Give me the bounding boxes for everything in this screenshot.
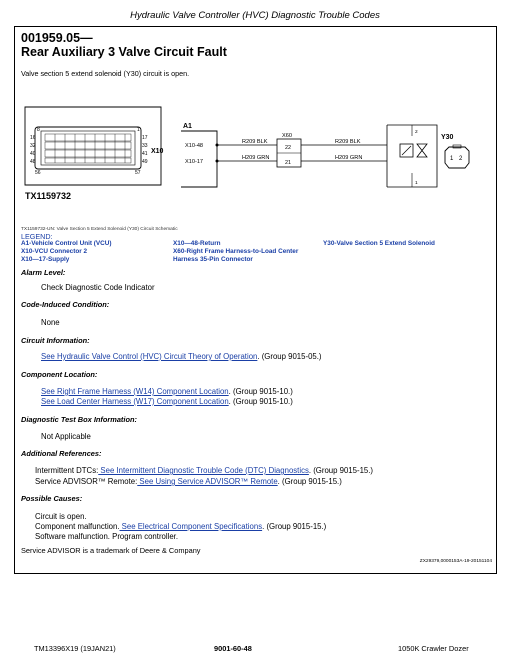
x10-connector-label: X10 <box>151 148 164 155</box>
additional-ref-line-2: Service ADVISOR™ Remote: See Using Service ADVISOR™ Remote. (Group 9015-15.) <box>35 477 342 486</box>
alarm-level-heading: Alarm Level: <box>21 268 66 277</box>
page-header: Hydraulic Valve Controller (HVC) Diagnostic Trouble Codes <box>130 10 380 21</box>
code-induced-text: None <box>41 318 60 327</box>
circuit-schematic <box>17 101 477 229</box>
x10-pin-label-17: 17 <box>142 135 148 141</box>
component-location-line-1: See Right Frame Harness (W14) Component Location. (Group 9015-10.) <box>41 387 293 396</box>
legend-item-x10-17: X10—17-Supply <box>21 256 70 263</box>
service-advisor-remote-link[interactable]: See Using Service ADVISOR™ Remote <box>137 477 278 486</box>
y30-label: Y30 <box>441 134 454 141</box>
test-box-heading: Diagnostic Test Box Information: <box>21 415 137 424</box>
x10-pin-label-32: 32 <box>30 143 36 149</box>
dtc-code: 001959.05— <box>21 31 93 45</box>
legend-item-x60: X60-Right Frame Harness-to-Load Center <box>173 248 299 255</box>
footer-page-number: 9001-60-48 <box>214 644 252 653</box>
additional-references-heading: Additional References: <box>21 449 102 458</box>
legend-item-a1: A1-Vehicle Control Unit (VCU) <box>21 240 112 247</box>
y30-valve-icon <box>417 144 427 157</box>
x10-pin-grid <box>45 134 131 163</box>
wire-r209-label-left: R209 BLK <box>242 139 268 145</box>
trademark-note: Service ADVISOR is a trademark of Deere & Company <box>21 546 201 555</box>
legend-heading: LEGEND: <box>21 232 53 241</box>
reference-code: ZX29379,0000153A-19-20151104 <box>419 559 492 564</box>
footer-manual-id: TM13396X19 (19JAN21) <box>34 644 116 653</box>
x60-label: X60 <box>282 133 292 139</box>
cause-line-3: Software malfunction. Program controller. <box>35 532 179 541</box>
alarm-level-text: Check Diagnostic Code Indicator <box>41 283 155 292</box>
component-location-heading: Component Location: <box>21 370 98 379</box>
x10-pin-label-57: 57 <box>135 170 141 176</box>
legend-item-y30: Y30-Valve Section 5 Extend Solenoid <box>323 240 435 247</box>
possible-causes-heading: Possible Causes: <box>21 494 83 503</box>
legend-item-x60-cont: Harness 35-Pin Connector <box>173 256 253 263</box>
dtc-intro: Valve section 5 extend solenoid (Y30) circuit is open. <box>21 69 190 78</box>
x60-pin-22: 22 <box>285 145 291 151</box>
y30-connector-pin-1: 1 <box>450 156 454 162</box>
x10-pin-label-16: 16 <box>30 135 36 141</box>
w14-location-link[interactable]: See Right Frame Harness (W14) Component Location <box>41 387 229 396</box>
test-box-text: Not Applicable <box>41 432 91 441</box>
circuit-theory-link[interactable]: See Hydraulic Valve Control (HVC) Circuit Theory of Operation <box>41 352 258 361</box>
y30-pin-2: 2 <box>415 130 418 135</box>
dtc-title: Rear Auxiliary 3 Valve Circuit Fault <box>21 45 227 59</box>
x10-pin-label-8: 8 <box>37 127 40 133</box>
legend-item-x10-48: X10—48-Return <box>173 240 221 247</box>
wire-h209-label-right: H209 GRN <box>335 155 363 161</box>
x10-pin-label-48: 48 <box>30 159 36 165</box>
component-specs-link[interactable]: See Electrical Component Specifications <box>119 522 263 531</box>
w17-location-link[interactable]: See Load Center Harness (W17) Component Location <box>41 397 229 406</box>
pin-x10-17-label: X10-17 <box>185 159 204 165</box>
y30-connector-pin-2: 2 <box>459 156 463 162</box>
circuit-info-line: See Hydraulic Valve Control (HVC) Circuit Theory of Operation. (Group 9015-05.) <box>41 352 322 361</box>
circuit-info-heading: Circuit Information: <box>21 336 90 345</box>
x10-pin-label-33: 33 <box>142 143 148 149</box>
x10-pin-label-56: 56 <box>35 170 41 176</box>
legend-item-x10: X10-VCU Connector 2 <box>21 248 88 255</box>
additional-ref-line-1: Intermittent DTCs: See Intermittent Diagnostic Trouble Code (DTC) Diagnostics. (Group 9015-15.) <box>35 466 374 475</box>
cause-line-2: Component malfunction. See Electrical Component Specifications. (Group 9015-15.) <box>35 522 327 531</box>
code-induced-heading: Code-Induced Condition: <box>21 300 110 309</box>
figure-caption: TX1159732-UN: Valve Section 5 Extend Solenoid (Y30) Circuit Schematic <box>21 227 178 232</box>
tx-figure-label: TX1159732 <box>25 191 72 201</box>
intermittent-dtc-link[interactable]: See Intermittent Diagnostic Trouble Code (DTC) Diagnostics <box>98 466 309 475</box>
dtc-content-box <box>14 26 497 574</box>
wire-r209-label-right: R209 BLK <box>335 139 361 145</box>
x10-pin-label-40: 40 <box>30 151 36 157</box>
y30-connector-face <box>445 147 469 168</box>
component-location-line-2: See Load Center Harness (W17) Component Location. (Group 9015-10.) <box>41 397 293 406</box>
a1-label: A1 <box>183 123 192 130</box>
x10-pin-label-49: 49 <box>142 159 148 165</box>
x10-pin-label-1: 1 <box>137 127 140 133</box>
footer-machine-model: 1050K Crawler Dozer <box>398 644 469 653</box>
x60-pin-21: 21 <box>285 160 291 166</box>
x10-pin-label-41: 41 <box>142 151 148 157</box>
pin-x10-48-label: X10-48 <box>185 143 204 149</box>
cause-line-1: Circuit is open. <box>35 512 87 521</box>
wire-h209-label-left: H209 GRN <box>242 155 270 161</box>
y30-pin-1: 1 <box>415 181 418 186</box>
